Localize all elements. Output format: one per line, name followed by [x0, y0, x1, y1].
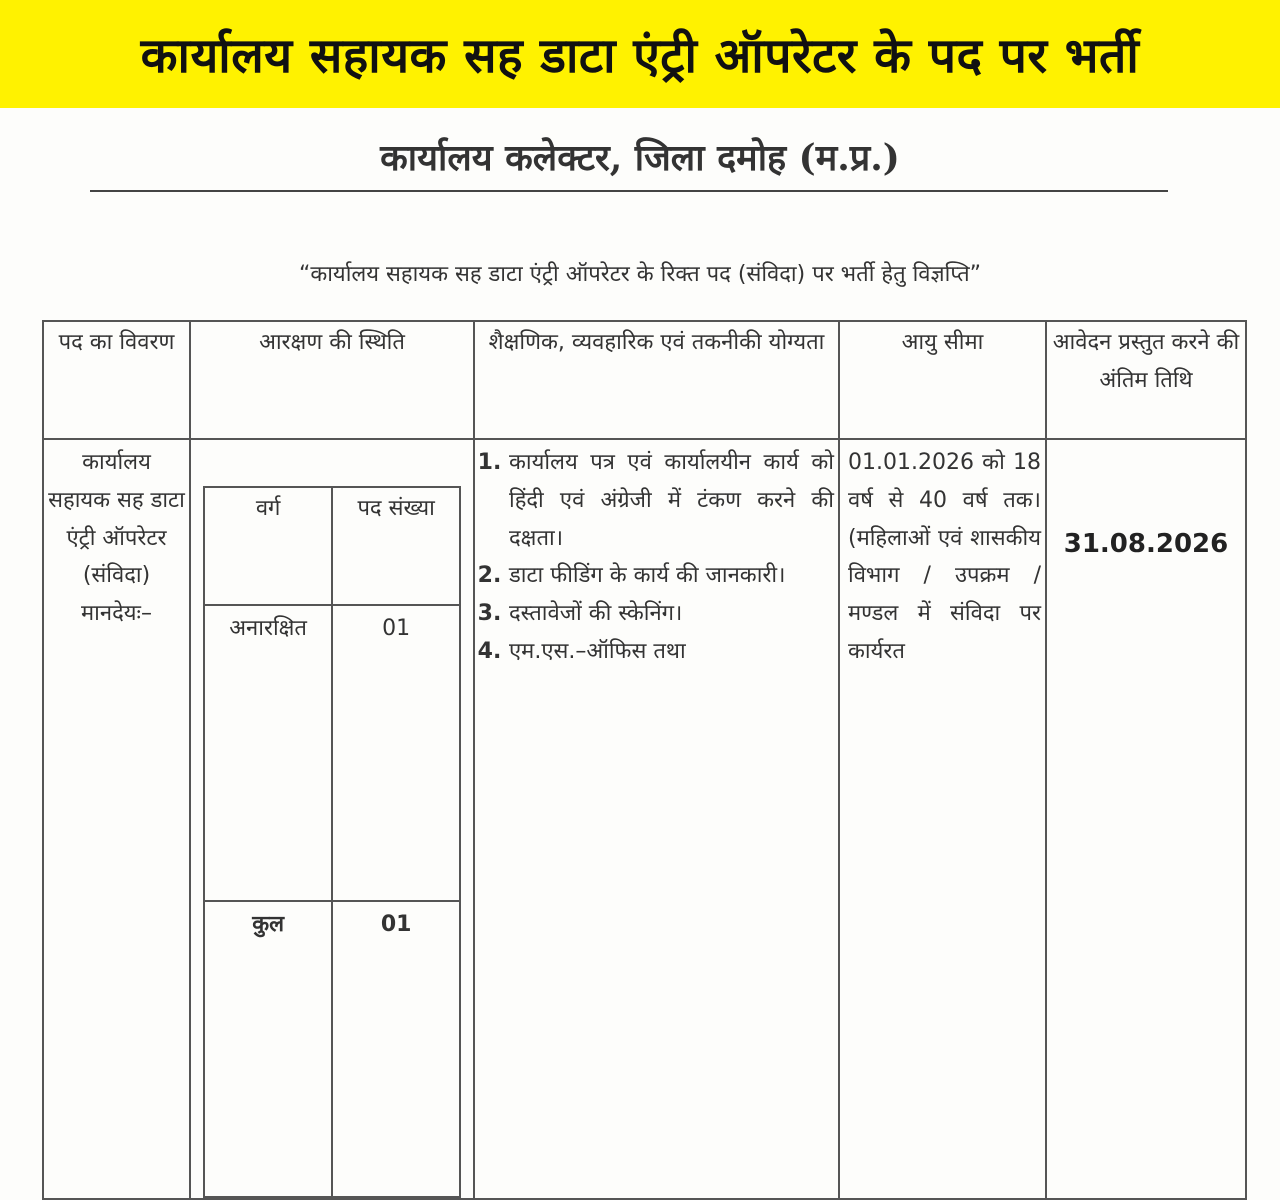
- posts-value: 01: [332, 605, 460, 901]
- header-age: आयु सीमा: [839, 321, 1046, 439]
- table-row: [43, 439, 1246, 1199]
- total-label: कुल: [204, 901, 332, 1197]
- notice-title: “कार्यालय सहायक सह डाटा एंट्री ऑपरेटर के रिक्त पद (संविदा) पर भर्ती हेतु विज्ञप्ति”: [298, 262, 982, 287]
- last-date: 31.08.2026: [1063, 529, 1229, 559]
- col-category: वर्ग: [204, 487, 332, 605]
- reservation-total-row: [204, 901, 460, 1197]
- post-description: कार्यालय सहायक सह डाटा एंट्री ऑपरेटर (संविदा) मानदेयः–: [43, 439, 190, 1199]
- banner-title: कार्यालय सहायक सह डाटा एंट्री ऑपरेटर के पद पर भर्ती: [140, 27, 1140, 84]
- office-heading: कार्यालय कलेक्टर, जिला दमोह (म.प्र.): [380, 137, 900, 179]
- total-value: 01: [332, 901, 460, 1197]
- list-item: 2. डाटा फीडिंग के कार्य की जानकारी।: [509, 557, 834, 595]
- table-header-row: [43, 321, 1246, 439]
- reservation-table: [203, 486, 461, 1198]
- category-value: अनारक्षित: [204, 605, 332, 901]
- list-item: 1. कार्यालय पत्र एवं कार्यालयीन कार्य को हिंदी एवं अंग्रेजी में टंकण करने की दक्षता।: [509, 444, 834, 557]
- header-reservation: आरक्षण की स्थिति: [190, 321, 474, 439]
- col-posts: पद संख्या: [332, 487, 460, 605]
- last-date-cell: [1046, 439, 1246, 1199]
- recruitment-table: [42, 320, 1247, 1200]
- qualification-cell: [474, 439, 839, 1199]
- age-limit: 01.01.2026 को 18 वर्ष से 40 वर्ष तक। (महिलाओं एवं शासकीय विभाग / उपक्रम / मण्डल में संविदा पर कार्यरत: [839, 439, 1046, 1199]
- reservation-row: [204, 605, 460, 901]
- header-post: पद का विवरण: [43, 321, 190, 439]
- qualification-list: [479, 444, 834, 671]
- header-qualification: शैक्षणिक, व्यवहारिक एवं तकनीकी योग्यता: [474, 321, 839, 439]
- header-last-date: आवेदन प्रस्तुत करने की अंतिम तिथि: [1046, 321, 1246, 439]
- reservation-cell: [190, 439, 474, 1199]
- list-item: 3. दस्तावेजों की स्केनिंग।: [509, 595, 834, 633]
- heading-divider: [90, 190, 1168, 192]
- list-item: 4. एम.एस.–ऑफिस तथा: [509, 633, 834, 671]
- header-banner: [0, 0, 1280, 108]
